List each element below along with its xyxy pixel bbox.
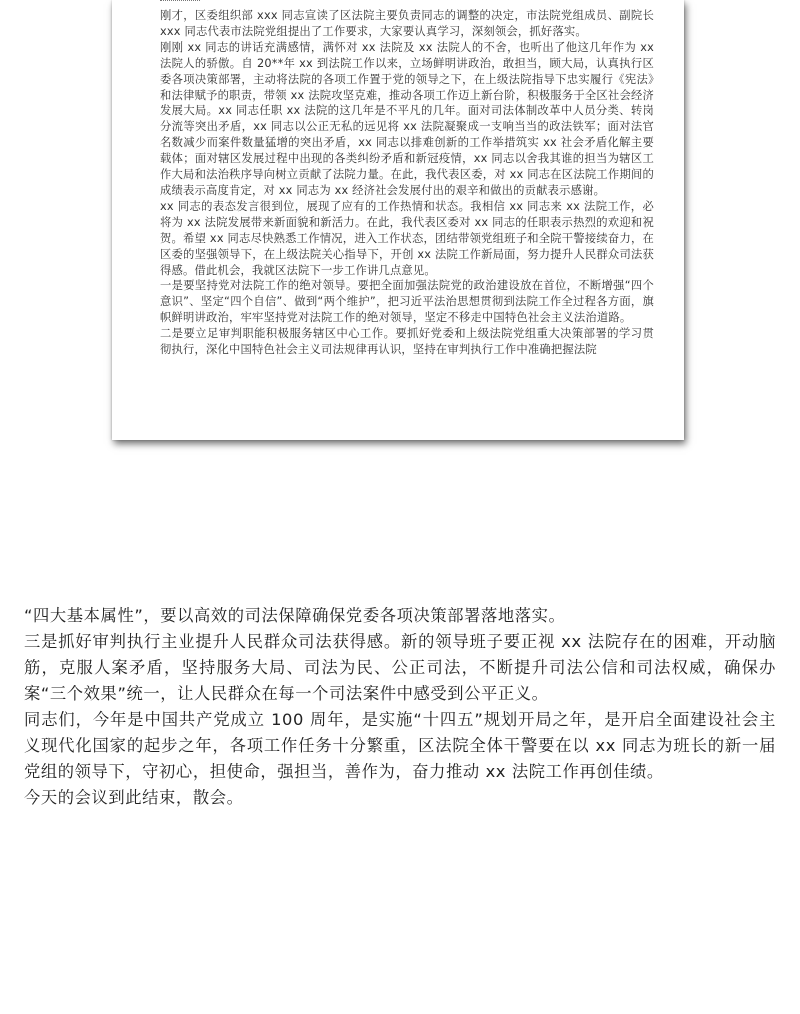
card-paragraph-5: 二是要立足审判职能积极服务辖区中心工作。要抓好党委和上级法院党组重大决策部署的学习贯彻执行，深化中国特色社会主义司法规律再认识，坚持在审判执行工作中准确把握法院 bbox=[160, 327, 654, 357]
document-page-thumbnail bbox=[112, 0, 684, 440]
document-preview-area bbox=[0, 0, 800, 470]
document-continuation-text bbox=[24, 603, 776, 811]
body-paragraph-2: 三是抓好审判执行主业提升人民群众司法获得感。新的领导班子要正视 xx 法院存在的困难，开动脑筋，克服人案矛盾，坚持服务大局、司法为民、公正司法，不断提升司法公信和司法权威，确保办案“三个效果”统一，让人民群众在每一个司法案件中感受到公平正义。 bbox=[24, 632, 776, 703]
body-paragraph-4: 今天的会议到此结束，散会。 bbox=[24, 788, 244, 807]
card-paragraph-2: 刚刚 xx 同志的讲话充满感情，满怀对 xx 法院及 xx 法院人的不舍，也听出了他这几年作为 xx 法院人的骄傲。自 20**年 xx 到法院工作以来，立场鲜明讲政治，敢担当，顾大局，认真执行区委各项决策部署，主动将法院的各项工作置于党的领导之下，在上级法院指导下忠实履行《宪法》和法律赋予的职责，带领 xx 法院攻坚克难，推动各项工作迈上新台阶，积极服务于全区社会经济发展大局。xx 同志任职 xx 法院的这几年是不平凡的几年。面对司法体制改革中人员分类、转岗分流等突出矛盾，xx 同志以公正无私的远见将 xx 法院凝聚成一支响当当的政法铁军；面对法官名数减少而案件数量猛增的突出矛盾，xx 同志以排难创新的工作举措筑实 xx 社会矛盾化解主要载体；面对辖区发展过程中出现的各类纠纷矛盾和新冠疫情，xx 同志以舍我其谁的担当为辖区工作大局和法治秩序导向树立贡献了法院力量。在此，我代表区委，对 xx 同志在区法院工作期间的成绩表示高度肯定，对 xx 同志为 xx 经济社会发展付出的艰辛和做出的贡献表示感谢。 bbox=[160, 40, 654, 197]
page-body-text bbox=[160, 8, 654, 358]
body-paragraph-3: 同志们，今年是中国共产党成立 100 周年，是实施“十四五”规划开局之年，是开启全面建设社会主义现代化国家的起步之年，各项工作任务十分繁重，区法院全体干警要在以 xx 同志为班长的新一届党组的领导下，守初心，担使命，强担当，善作为，奋力推动 xx 法院工作再创佳绩。 bbox=[24, 710, 776, 781]
card-paragraph-4: 一是要坚持党对法院工作的绝对领导。要把全面加强法院党的政治建设放在首位，不断增强“四个意识”、坚定“四个自信”、做到“两个维护”，把习近平法治思想贯彻到法院工作全过程各方面，旗帜鲜明讲政治，牢牢坚持党对法院工作的绝对领导，坚定不移走中国特色社会主义法治道路。 bbox=[160, 279, 654, 325]
card-paragraph-1: 刚才，区委组织部 xxx 同志宣读了区法院主要负责同志的调整的决定，市法院党组成员、副院长 xxx 同志代表市法院党组提出了工作要求，大家要认真学习，深刻领会，抓好落实。 bbox=[160, 9, 654, 38]
page-header-dots bbox=[160, 0, 200, 3]
card-paragraph-3: xx 同志的表态发言很到位，展现了应有的工作热情和状态。我相信 xx 同志来 xx 法院工作，必将为 xx 法院发展带来新面貌和新活力。在此，我代表区委对 xx 同志的任职表示热烈的欢迎和祝贺。希望 xx 同志尽快熟悉工作情况，进入工作状态，团结带领党组班子和全院干警接续奋力，在区委的坚强领导下，在上级法院关心指导下，开创 xx 法院工作新局面，努力提升人民群众司法获得感。借此机会，我就区法院下一步工作讲几点意见。 bbox=[160, 199, 654, 277]
body-paragraph-1: “四大基本属性”，要以高效的司法保障确保党委各项决策部署落地落实。 bbox=[24, 606, 566, 625]
